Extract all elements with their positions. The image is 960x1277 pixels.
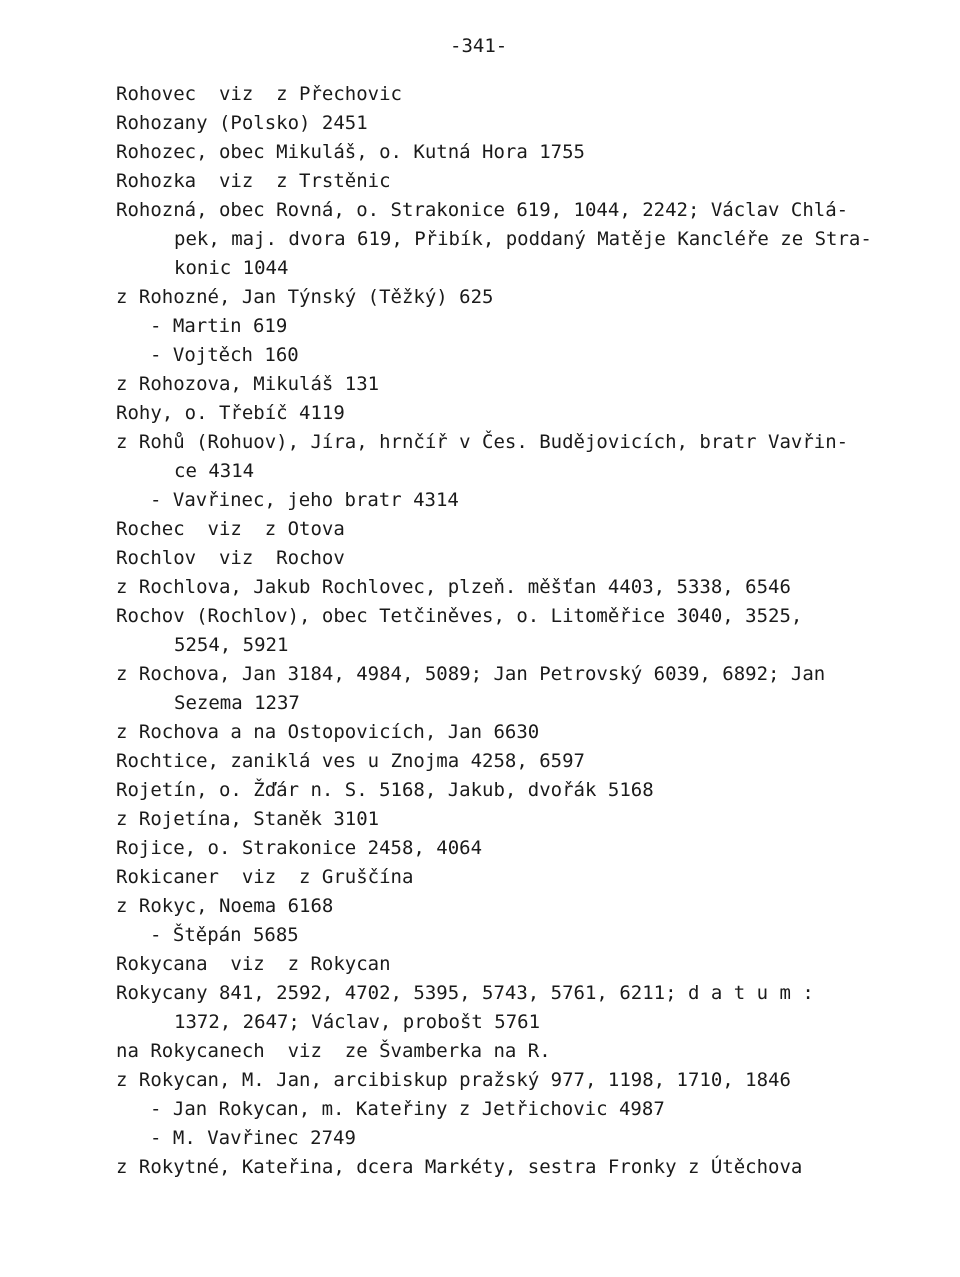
index-entry-line: Rochtice, zaniklá ves u Znojma 4258, 6597 (116, 750, 585, 772)
index-entry-line: Rohy, o. Třebíč 4119 (116, 402, 345, 424)
index-subentry-line: - M. Vavřinec 2749 (150, 1127, 356, 1149)
index-entry-line: Rohozná, obec Rovná, o. Strakonice 619, 1044, 2242; Václav Chlá- (116, 199, 849, 221)
index-subentry-line: - Štěpán 5685 (150, 924, 299, 946)
index-entry-line: z Rojetína, Staněk 3101 (116, 808, 380, 830)
index-entry-line: z Rochova a na Ostopovicích, Jan 6630 (116, 721, 540, 743)
index-entry-line: z Rochlova, Jakub Rochlovec, plzeň. měšťan 4403, 5338, 6546 (116, 576, 791, 598)
index-entry-line: na Rokycanech viz ze Švamberka na R. (116, 1040, 551, 1062)
index-entry-line: z Rokycan, M. Jan, arcibiskup pražský 977, 1198, 1710, 1846 (116, 1069, 791, 1091)
index-entry-line: Rokicaner viz z Gruščína (116, 866, 414, 888)
index-entry-line: z Rokytné, Kateřina, dcera Markéty, sestra Fronky z Útěchova (116, 1156, 803, 1178)
index-subentry-line: - Vojtěch 160 (150, 344, 299, 366)
index-entry-line: Rohozka viz z Trstěnic (116, 170, 391, 192)
index-entry-line: z Rohozné, Jan Týnský (Těžký) 625 (116, 286, 494, 308)
index-entry-line: Rokycana viz z Rokycan (116, 953, 391, 975)
index-continuation-line: konic 1044 (174, 257, 289, 279)
index-entry-line: z Rohozova, Mikuláš 131 (116, 373, 380, 395)
index-entry-line: Rokycany 841, 2592, 4702, 5395, 5743, 5761, 6211; d a t u m : (116, 982, 814, 1004)
index-continuation-line: 5254, 5921 (174, 634, 289, 656)
index-entry-line: z Rochova, Jan 3184, 4984, 5089; Jan Petrovský 6039, 6892; Jan (116, 663, 826, 685)
index-entries (116, 80, 916, 1182)
index-entry-line: Rojetín, o. Žďár n. S. 5168, Jakub, dvořák 5168 (116, 779, 654, 801)
index-entry-line: Rojice, o. Strakonice 2458, 4064 (116, 837, 483, 859)
index-subentry-line: - Jan Rokycan, m. Kateřiny z Jetřichovic 4987 (150, 1098, 665, 1120)
index-continuation-line: Sezema 1237 (174, 692, 300, 714)
index-entry-line: z Rokyc, Noema 6168 (116, 895, 334, 917)
index-entry-line: Rochov (Rochlov), obec Tetčiněves, o. Litoměřice 3040, 3525, (116, 605, 803, 627)
index-entry-line: Rochlov viz Rochov (116, 547, 345, 569)
index-continuation-line: ce 4314 (174, 460, 255, 482)
index-entry-line: Rohovec viz z Přechovic (116, 83, 402, 105)
index-subentry-line: - Martin 619 (150, 315, 288, 337)
index-subentry-line: - Vavřinec, jeho bratr 4314 (150, 489, 459, 511)
index-entry-line: Rohozany (Polsko) 2451 (116, 112, 368, 134)
index-entry-line: Rochec viz z Otova (116, 518, 345, 540)
index-continuation-line: pek, maj. dvora 619, Přibík, poddaný Matěje Kancléře ze Stra- (174, 228, 872, 250)
index-entry-line: Rohozec, obec Mikuláš, o. Kutná Hora 1755 (116, 141, 585, 163)
page-number: -341- (450, 35, 508, 57)
index-continuation-line: 1372, 2647; Václav, probošt 5761 (174, 1011, 541, 1033)
index-entry-line: z Rohů (Rohuov), Jíra, hrnčíř v Čes. Budějovicích, bratr Vavřin- (116, 431, 849, 453)
